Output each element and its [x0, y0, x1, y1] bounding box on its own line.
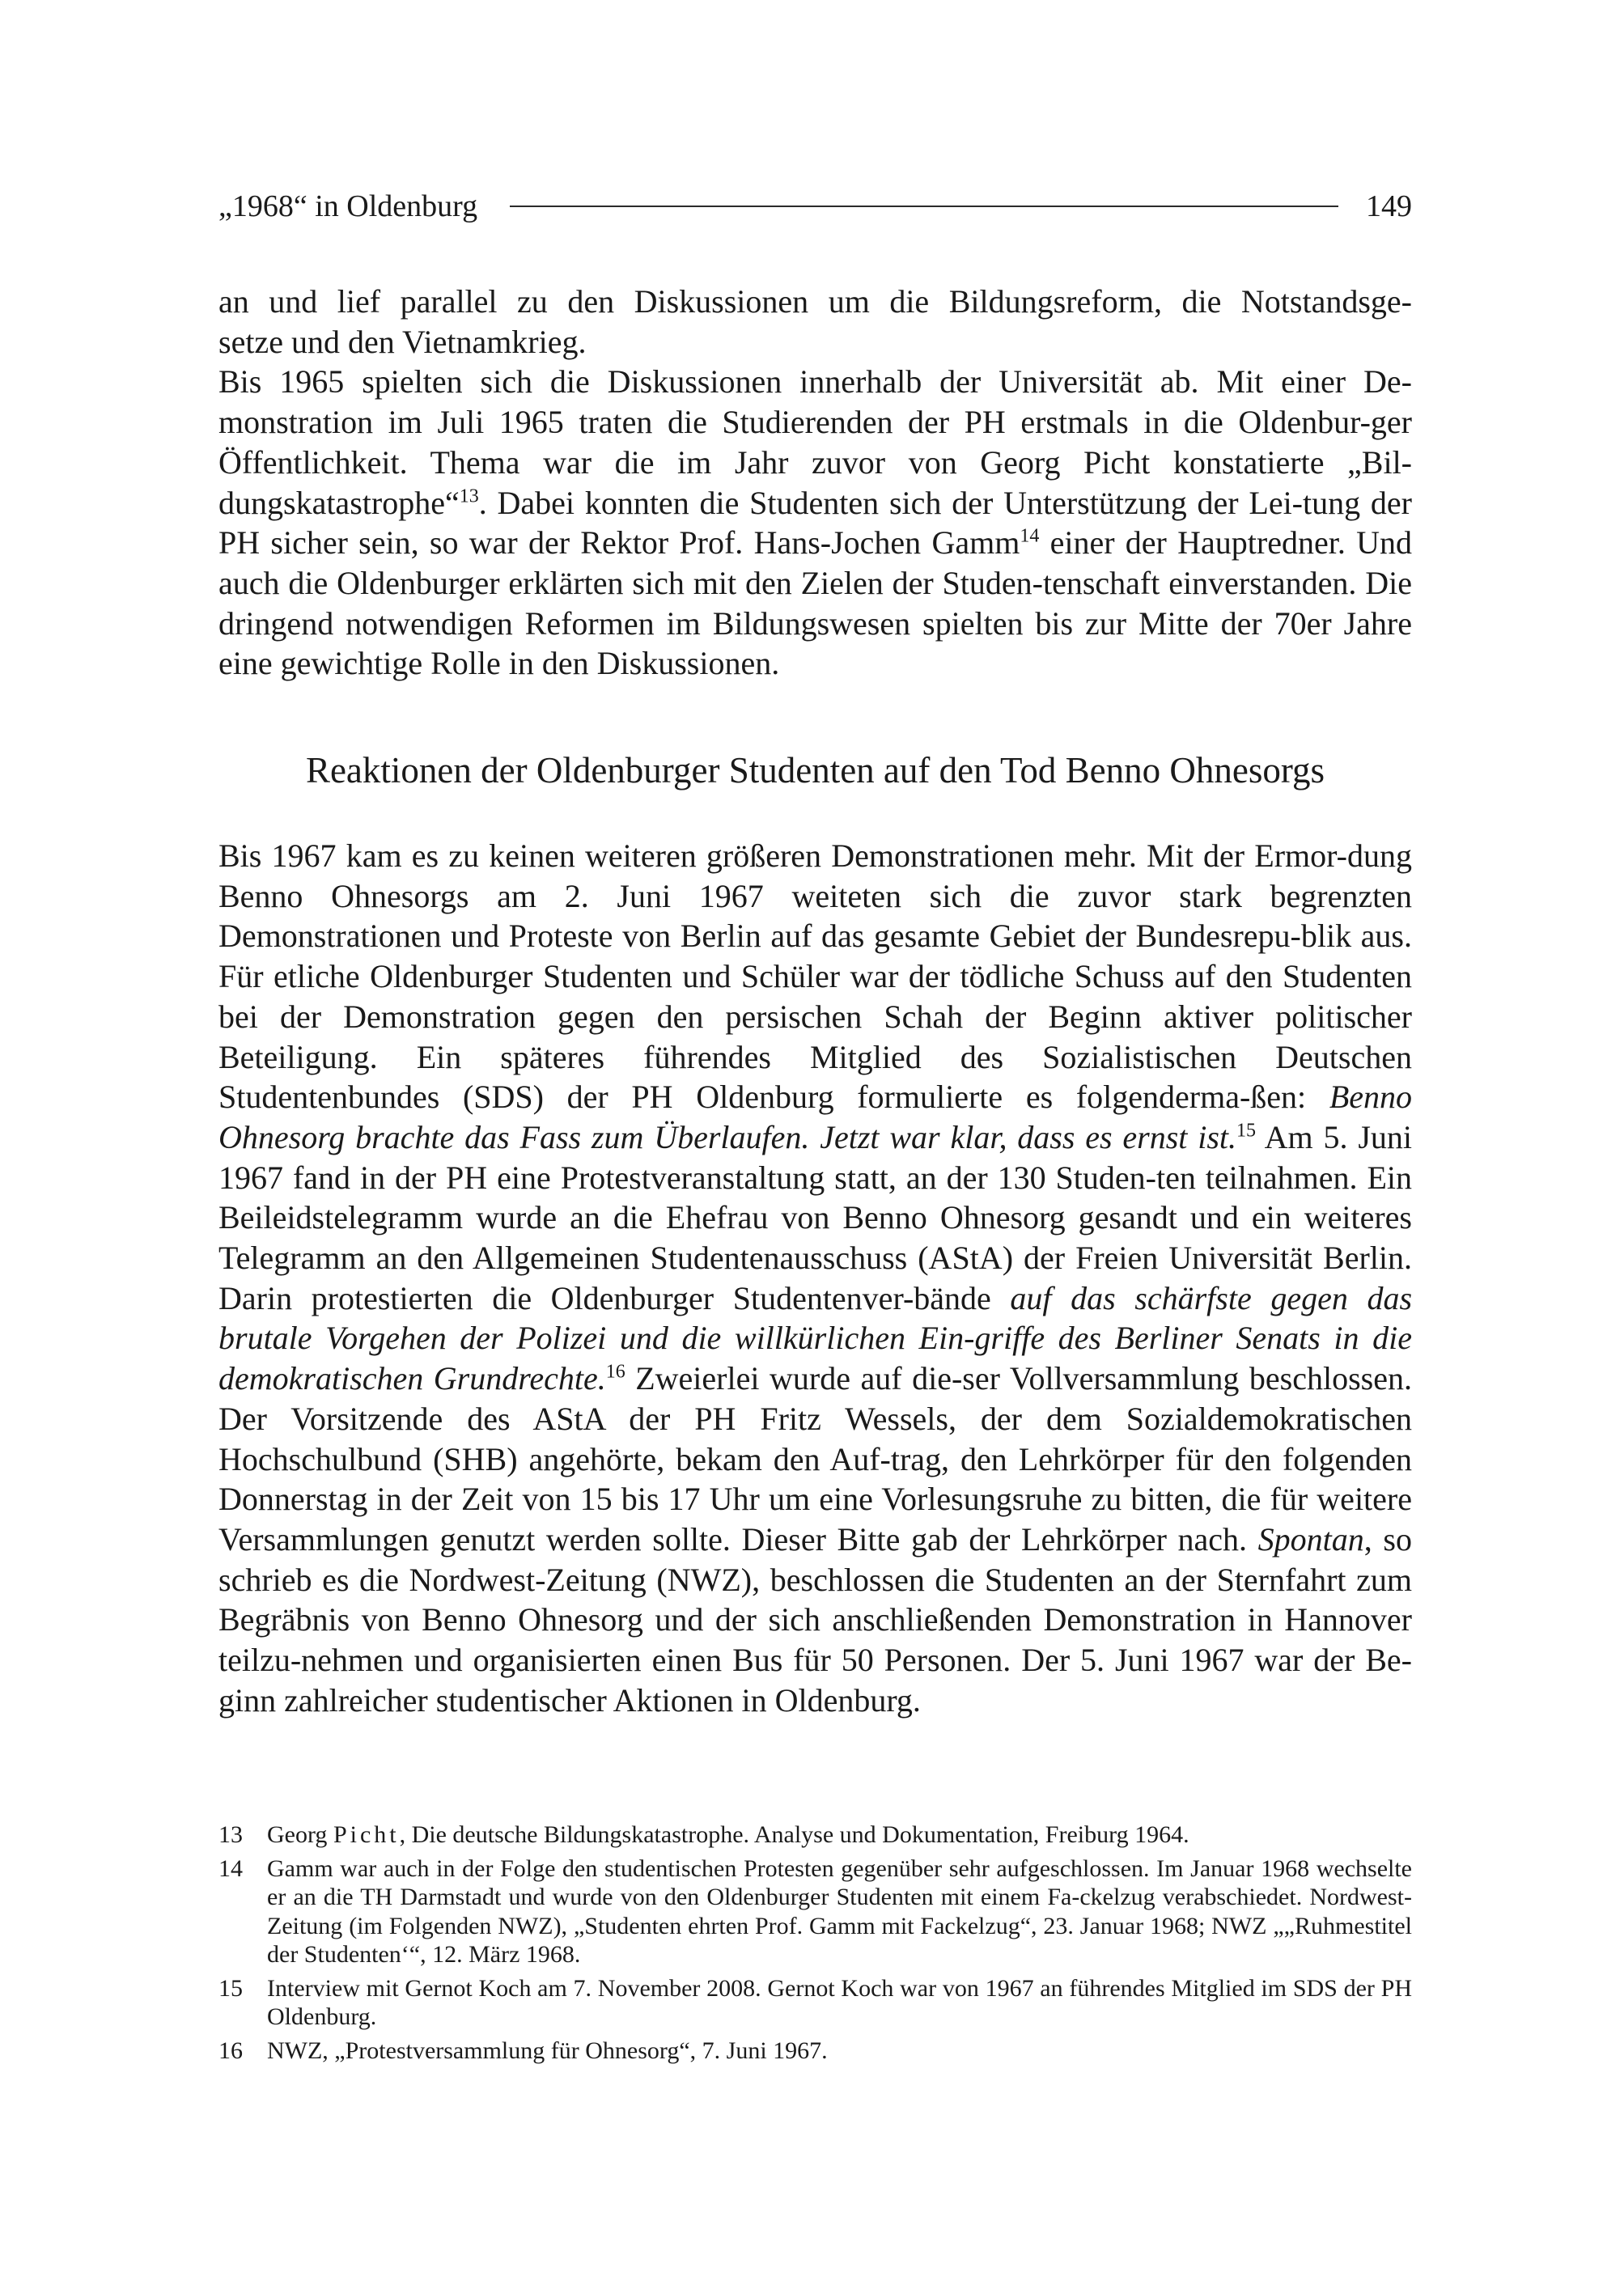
- footnote: [218, 2037, 1412, 2066]
- intro-paragraph-1-end: [218, 322, 1412, 362]
- footnote-ref-15: 15: [1236, 1120, 1257, 1142]
- page-number: 149: [1366, 189, 1412, 223]
- footnote-number: 15: [218, 1974, 243, 2002]
- footnote: [218, 1974, 1412, 2032]
- intro-text-a: Bis 1965 spielten sich die Diskussionen innerhalb der Universität ab. Mit einer De-monstration im Juli 1965 traten die Studierenden der PH erstmals in die Oldenbur-ger Öffentlichkeit. Thema war die im Jahr zuvor von Georg Picht konstatierte „Bil-dungskatastrophe“: [218, 363, 1412, 521]
- footnote-number: 14: [218, 1854, 243, 1882]
- quote-protest: auf das schärfste gegen das brutale Vorgehen der Polizei und die willkürlichen Ein-griffe des Berliner Senats in die demokratischen Grundrechte.: [218, 1279, 1413, 1397]
- header-rule: [510, 206, 1338, 207]
- quote-spontan: Spontan: [1257, 1520, 1364, 1558]
- main-text-b: Am 5. Juni 1967 fand in der PH eine Protestveranstaltung statt, an der 130 Studen-ten teilnahmen. Ein Beileidstelegramm wurde an die Ehefrau von Benno Ohnesorg gesandt und ein weiteres Telegramm an den Allgemeinen Studentenausschuss (AStA) der Freien Universität Berlin. Darin protestierten die Oldenburger Studentenver-bände: [218, 1118, 1412, 1316]
- footnotes: [218, 1820, 1412, 2070]
- intro-paragraph-1: [218, 282, 1412, 322]
- intro-text-b: . Dabei konnten die Studenten sich der Unterstützung der Lei-tung der PH sicher sein, so war der Rektor Prof. Hans-Jochen Gamm: [218, 484, 1412, 562]
- footnote-text: NWZ, „Protestversammlung für Ohnesorg“, 7. Juni 1967.: [267, 2037, 828, 2064]
- footnote-text-pre: Georg: [267, 1821, 333, 1848]
- footnote-number: 13: [218, 1821, 243, 1848]
- running-title: „1968“ in Oldenburg: [218, 189, 478, 223]
- main-text-c: Zweierlei wurde auf die-ser Vollversammlung beschlossen. Der Vorsitzende des AStA der PH Fritz Wessels, der dem Sozialdemokratischen Hochschulbund (SHB) angehörte, bekam den Auf-trag, den Lehrkörper für den folgenden Donnerstag in der Zeit von 15 bis 17 Uhr um eine Vorlesungsruhe zu bitten, die für weitere Versammlungen genutzt werden sollte. Dieser Bitte gab der Lehrkörper nach.: [218, 1360, 1412, 1558]
- intro-text: [218, 282, 1412, 684]
- intro-line-1: an und lief parallel zu den Diskussionen um die Bildungsreform, die Notstandsge-: [218, 283, 1412, 320]
- footnote-number: 16: [218, 2037, 243, 2064]
- intro-text-c: einer der Hauptredner. Und auch die Oldenburger erklärten sich mit den Zielen der Studen-tenschaft einverstanden. Die dringend notwendigen Reformen im Bildungswesen spielten bis zur Mitte der 70er Jahre eine gewichtige Rolle in den Diskussionen.: [218, 524, 1412, 682]
- footnote-author: Picht: [333, 1821, 400, 1848]
- footnote-ref-13: 13: [459, 485, 479, 507]
- section-heading: Reaktionen der Oldenburger Studenten auf den Tod Benno Ohnesorgs: [305, 750, 1325, 790]
- footnote-ref-16: 16: [605, 1361, 625, 1383]
- footnote-text-body: , Die deutsche Bildungskatastrophe. Analyse und Dokumentation, Freiburg 1964.: [399, 1821, 1189, 1848]
- intro-line-2: setze und den Vietnamkrieg.: [218, 323, 587, 360]
- main-text: [218, 836, 1412, 1720]
- running-header: [218, 184, 1412, 228]
- main-text-d: , so schrieb es die Nordwest-Zeitung (NWZ), beschlossen die Studenten an der Sternfahrt zum Begräbnis von Benno Ohnesorg und der sich anschließenden Demonstration in Hannover teilzu-nehmen und organisierten einen Bus für 50 Personen. Der 5. Juni 1967 war der Be-ginn zahlreicher studentischer Aktionen in Oldenburg.: [218, 1520, 1412, 1719]
- footnote-ref-14: 14: [1020, 525, 1040, 547]
- main-text-a: Bis 1967 kam es zu keinen weiteren größeren Demonstrationen mehr. Mit der Ermor-dung Benno Ohnesorgs am 2. Juni 1967 weiteten sich die zuvor stark begrenzten Demonstrationen und Proteste von Berlin auf das gesamte Gebiet der Bundesrepu-blik aus. Für etliche Oldenburger Studenten und Schüler war der tödliche Schuss auf den Studenten bei der Demonstration gegen den persischen Schah der Beginn aktiver politischer Beteiligung. Ein späteres führendes Mitglied des Sozialistischen Deutschen Studentenbundes (SDS) der PH Oldenburg formulierte es folgenderma-ßen:: [218, 837, 1412, 1116]
- intro-paragraph-2: [218, 362, 1412, 684]
- footnote-text: Interview mit Gernot Koch am 7. November 2008. Gernot Koch war von 1967 an führendes Mitglied im SDS der PH Oldenburg.: [267, 1974, 1412, 2030]
- footnote-text: [267, 1820, 1412, 1850]
- footnote-text: Gamm war auch in der Folge den studentischen Protesten gegenüber sehr aufgeschlossen. Im Januar 1968 wechselte er an die TH Darmstadt und wurde von den Oldenburger Studenten mit einem Fa-ckelzug verabschiedet. Nordwest-Zeitung (im Folgenden NWZ), „Studenten ehrten Prof. Gamm mit Fackelzug“, 23. Januar 1968; NWZ „„Ruhmestitel der Studenten‘“, 12. März 1968.: [267, 1854, 1412, 1968]
- main-paragraph: [218, 836, 1412, 1720]
- footnote: [218, 1854, 1412, 1969]
- quote-ohnesorg: Benno Ohnesorg brachte das Fass zum Überlaufen. Jetzt war klar, dass es ernst ist.: [218, 1079, 1412, 1155]
- footnote: [218, 1820, 1412, 1850]
